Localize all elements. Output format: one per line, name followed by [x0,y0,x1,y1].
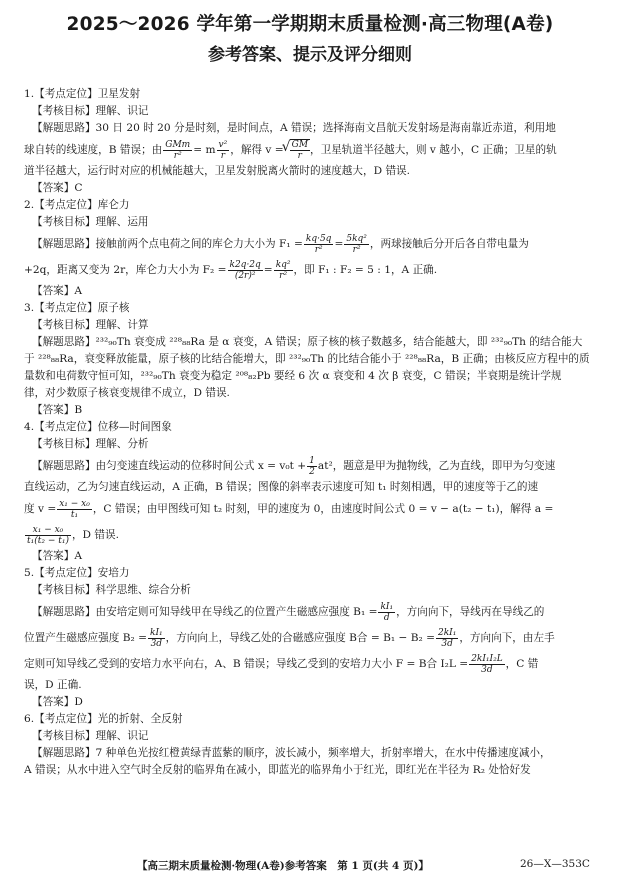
question-number: 6. [24,713,35,725]
objective-line: 【考核目标】理解、计算 [32,319,149,331]
solution-line: 【解题思路】由安培定则可知导线甲在导线乙的位置产生磁感应强度 B₁ = $\frac{\text{kI₁}}{d}$ ，方向向下，导线丙在导线乙的 [32,601,545,623]
solution-line: $\frac{\text{x₁ − x₀}}{\text{t₁(t₂ − t₁)}}$ ，D 错误. [27,524,119,546]
solution-line: +2q，距离又变为 2r，库仑力大小为 F₂ = $\frac{k2q\cdot 2q}{\text{(2r)²}}$ = $\frac{\text{kq²}}{\text{r²}}$ ，即 F₁ : F₂ = 5 : 1，A 正确. [24,259,438,281]
solution-line: 【解题思路】由匀变速直线运动的位移时间公式 x = v₀t + $\frac{1}{2}$ at²，题意是甲为抛物线，乙为直线，即甲为匀变速 [32,455,556,477]
answer-line: 【答案】C [32,182,83,194]
answer-line: 【答案】A [32,285,83,297]
topic-line: 【考点定位】卫星发射 [34,88,141,100]
question-number: 2. [24,199,35,211]
fraction: $\frac{\text{kI₁}}{3d}$ [150,627,163,649]
fraction: $\frac{\text{x₁ − x₀}}{\text{t₁(t₂ − t₁)}}$ [27,524,69,546]
question-number: 3. [24,302,35,314]
topic-line: 【考点定位】安培力 [34,567,130,579]
question-4 [24,419,602,565]
topic-line: 【考点定位】库仑力 [34,199,130,211]
question-2 [24,197,602,300]
fraction: $\frac{\text{5kq²}}{\text{r²}}$ [346,233,367,255]
fraction: $\frac{1}{2}$ [309,455,315,477]
footer-code: 26—X—353C [520,858,590,870]
fraction: $\frac{\text{2kI₁I₂L}}{3d}$ [471,653,503,675]
question-5 [24,565,602,711]
solution-line: 球自转的线速度，B 错误；由 $\frac{\text{GMm}}{\text{r²}}$ = m $\frac{\text{v²}}{r}$ ，解得 v = √ $\frac{GM}{r}$ ，卫星轨道半径越大，则 v 越小，C 正确；卫星的轨 [24,137,602,163]
topic-line: 【考点定位】位移—时间图象 [34,421,172,433]
question-1 [24,86,602,197]
fraction: $\frac{\text{2kI₁}}{3d}$ [438,627,457,649]
solution-line: 量数和电荷数守恒可知，²³²₉₀Th 衰变为稳定 ²⁰⁸₈₂Pb 要经 6 次 α 衰变和 4 次 β 衰变，C 错误；半衰期是统计学规 [24,370,562,382]
solution-line: 【解题思路】接触前两个点电荷之间的库仑力大小为 F₁ = $\frac{kq\cdot 5q}{\text{r²}}$ = $\frac{\text{5kq²}}{\text{r²}}$ ，两球接触后分开后各自带电量为 [32,233,529,255]
footer-page-info: 【高三期末质量检测·物理(A卷)参考答案 第 1 页(共 4 页)】 [137,860,429,872]
solution-line: 位置产生磁感应强度 B₂ = $\frac{\text{kI₁}}{3d}$ ，方向向上，导线乙处的合磁感应强度 B合 = B₁ − B₂ = $\frac{\text{2kI₁}}{3d}$ ，方向向下，由左手 [24,627,555,649]
solution-line: 【解题思路】²³²₉₀Th 衰变成 ²²⁸₈₈Ra 是 α 衰变，A 错误；原子核的核子数越多，结合能越大，即 ²³²₉₀Th 的结合能大 [32,336,583,348]
fraction: $\frac{\text{kq²}}{\text{r²}}$ [275,259,291,281]
answer-line: 【答案】B [32,404,83,416]
solution-line: 【解题思路】30 日 20 时 20 分是时刻，是时间点，A 错误；选择海南文昌航天发射场是海南靠近赤道，利用地 [32,122,556,134]
fraction: $\frac{\text{v²}}{r}$ [218,139,228,161]
page-title: 2025～2026 学年第一学期期末质量检测·高三物理(A卷) [66,14,554,35]
question-number: 5. [24,567,35,579]
fraction: $\frac{\text{x₁ − x₀}}{\text{t₁}}$ [59,498,90,520]
solution-line: 【解题思路】7 种单色光按红橙黄绿青蓝紫的顺序，波长减小，频率增大，折射率增大，在水中传播速度减小， [32,747,551,759]
solution-line: 度 v = $\frac{\text{x₁ − x₀}}{\text{t₁}}$ ，C 错误；由甲图线可知 t₂ 时刻，甲的速度为 0，由速度时间公式 0 = v − a(t₂ − t₁)，解得 a = [24,498,554,520]
solution-line: 于 ²²⁸₈₈Ra，衰变释放能量，原子核的比结合能增大，即 ²³²₉₀Th 的比结合能小于 ²²⁸₈₈Ra，B 正确；由核反应方程中的质 [24,353,590,365]
answer-content [24,86,602,779]
solution-line: 直线运动，乙为匀速直线运动，A 正确，B 错误；图像的斜率表示速度可知 t₁ 时刻相遇，甲的速度等于乙的速 [24,481,539,493]
solution-line: 律，对少数原子核衰变规律不成立，D 错误. [24,387,230,399]
question-6 [24,711,602,779]
fraction: $\frac{\text{kI₁}}{d}$ [380,601,394,623]
answer-line: 【答案】A [32,550,83,562]
question-number: 4. [24,421,35,433]
solution-line: 道半径越大，运行时对应的机械能越大，卫星发射脱离火箭时的速度越大，D 错误. [24,165,411,177]
objective-line: 【考核目标】理解、运用 [32,216,149,228]
topic-line: 【考点定位】光的折射、全反射 [34,713,183,725]
fraction: $\frac{kq\cdot 5q}{\text{r²}}$ [305,233,332,255]
topic-line: 【考点定位】原子核 [34,302,130,314]
objective-line: 【考核目标】理解、分析 [32,438,149,450]
question-number: 1. [24,88,35,100]
solution-line: 误，D 正确. [24,679,82,691]
objective-line: 【考核目标】理解、识记 [32,105,149,117]
answer-line: 【答案】D [32,696,83,708]
fraction: $\frac{\text{GMm}}{\text{r²}}$ [165,139,191,161]
objective-line: 【考核目标】理解、识记 [32,730,149,742]
fraction: $\frac{k2q\cdot 2q}{\text{(2r)²}}$ [229,259,261,281]
solution-line: 定则可知导线乙受到的安培力水平向右，A、B 错误；导线乙受到的安培力大小 F = B合 I₂L = $\frac{\text{2kI₁I₂L}}{3d}$ ，C 错 [24,653,539,675]
page-subtitle: 参考答案、提示及评分细则 [208,45,412,65]
solution-line: A 错误；从水中进入空气时全反射的临界角在减小，即蓝光的临界角小于红光，即红光在半径为 R₂ 处恰好发 [24,764,531,776]
square-root: √ $\frac{GM}{r}$ [290,139,310,161]
objective-line: 【考核目标】科学思维、综合分析 [32,584,191,596]
question-3 [24,300,602,419]
